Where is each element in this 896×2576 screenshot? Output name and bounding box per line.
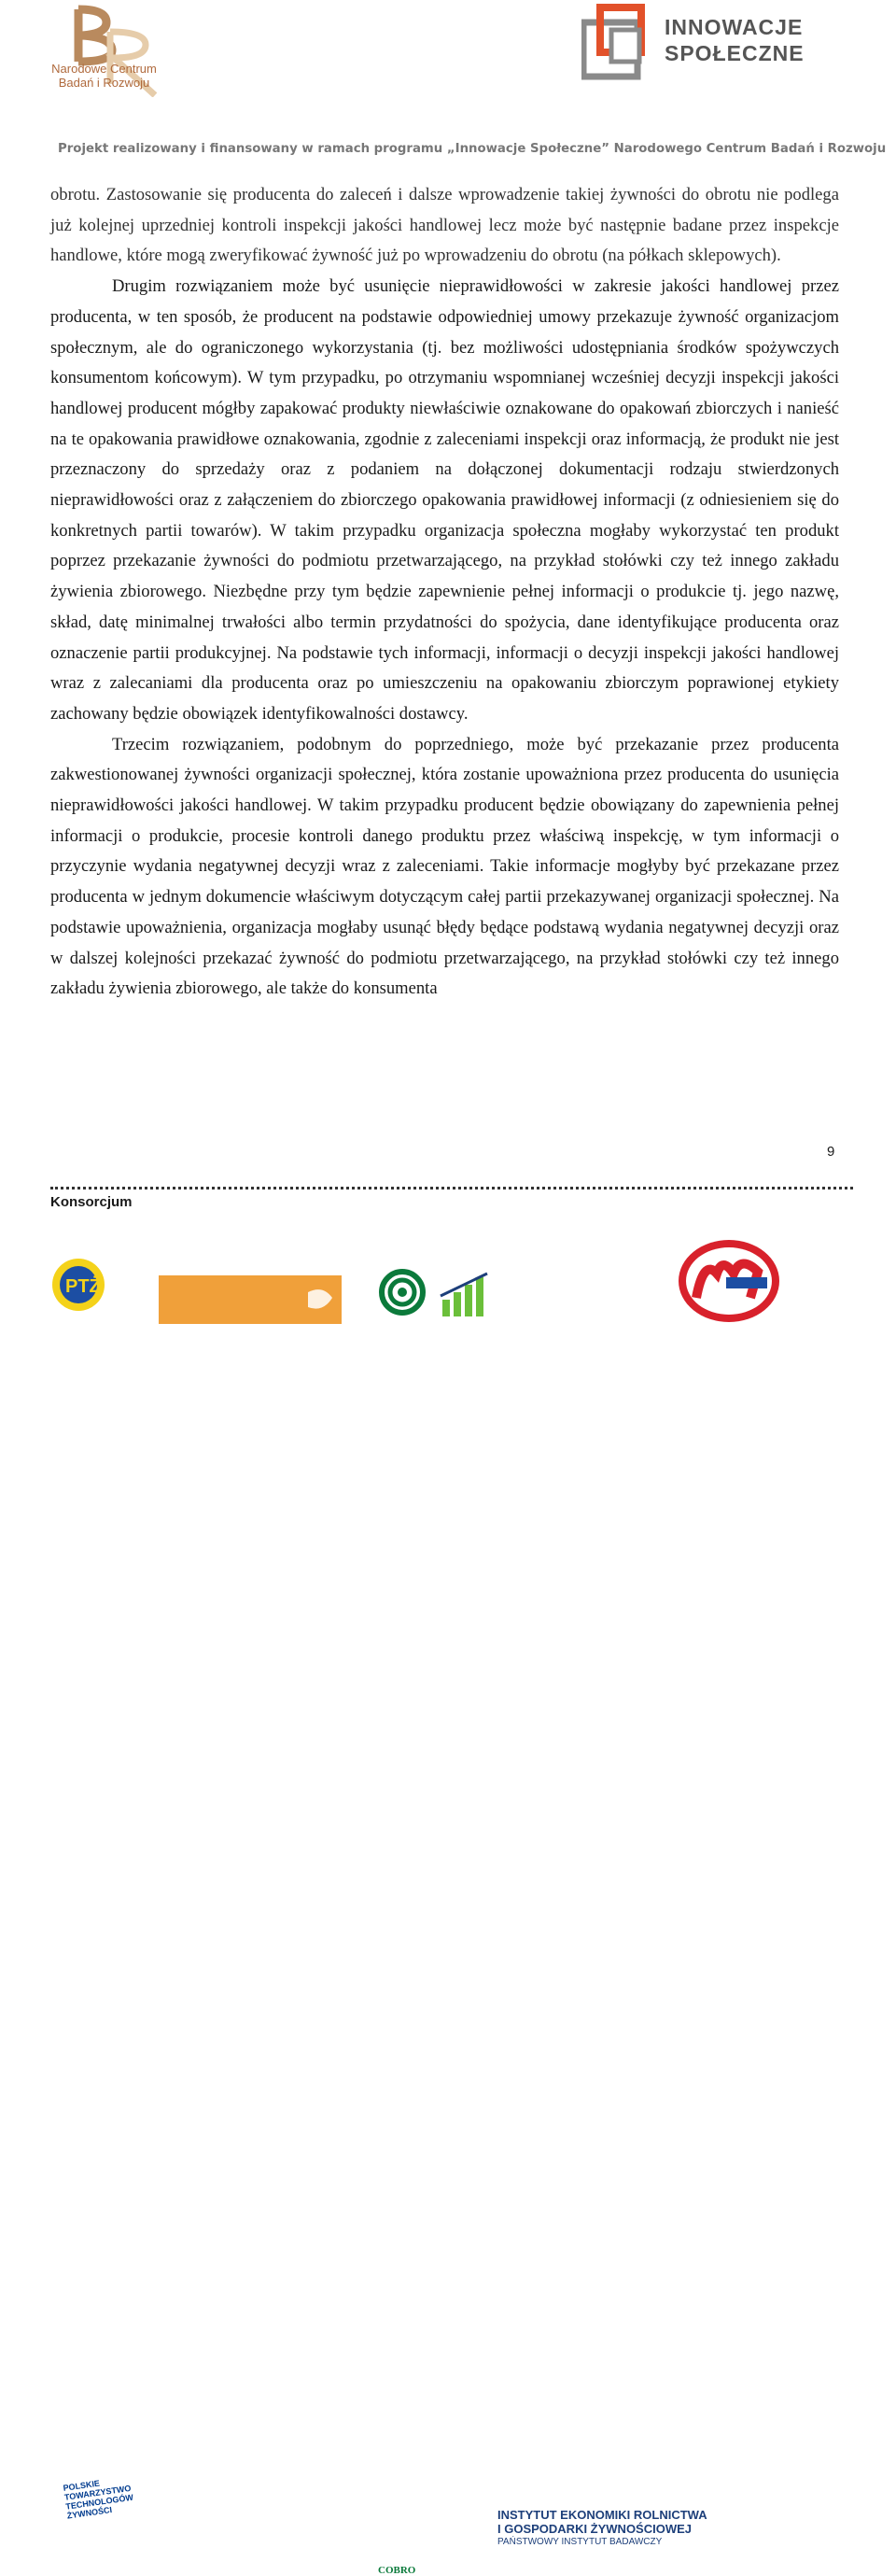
- ncbr-name: [50, 62, 158, 90]
- page-number: 9: [827, 1144, 835, 1160]
- cobro-name: COBRO: [378, 2565, 416, 2576]
- consortium-logos: [0, 1232, 896, 2576]
- paragraph-3: Trzecim rozwiązaniem, podobnym do poprzedniego, może być przekazanie przez producenta zakwestionowanej żywności organizacji społecznej, która zostanie upoważniona przez producenta do usunięcia nieprawidłowości jakości handlowej. W takim przypadku producent będzie obowiązany do zapewnienia pełnej informacji o produkcie, procesie kontroli danego produktu przez właściwą inspekcję, w tym informacji o przyczynie wydania negatywnej decyzji wraz z zaleceniami. Takie informacje mogłyby być przekazane przez producenta w jednym dokumencie właściwym dotyczącym całej partii przekazywanej organizacji społecznej. Na podstawie upoważnienia, organizacja mogłaby usunąć błędy będące podstawą wydania negatywnej decyzji oraz w dalszej kolejności przekazać żywność do podmiotu przetwarzającego, na przykład stołówki czy też innego zakładu żywienia zbiorowego, ale także do konsumenta: [50, 734, 839, 999]
- page-header: [0, 0, 896, 168]
- ncbr-name-line2: Badań i Rozwoju: [58, 76, 150, 90]
- ierigz-logo: [439, 1272, 495, 1318]
- paragraph-1: obrotu. Zastosowanie się producenta do zaleceń i dalsze wprowadzenie takiej żywności do obrotu nie podlega już kolejnej uprzedniej kontroli inspekcji jakości handlowej lecz może być następnie badane przez inspekcje handlowe, które mogą zweryfikować żywność już po wprowadzeniu do obrotu (na półkach sklepowych).: [50, 185, 839, 266]
- paragraph-2: Drugim rozwiązaniem może być usunięcie nieprawidłowości w zakresie jakości handlowej przez producenta, w ten sposób, że producent na podstawie odpowiedniej umowy przekazuje żywność organizacjom społecznym, ale do ograniczonego wykorzystania (tj. bez możliwości udostępniania środków spożywczych konsumentom końcowym). W tym przypadku, po otrzymaniu wspomnianej wcześniej decyzji inspekcji jakości handlowej producent mógłby zapakować produkty niewłaściwie oznakowane do opakowań zbiorczych i nanieść na te opakowania prawidłowe oznakowania, zgodnie z zaleceniami inspekcji oraz informacją, że produkt nie jest przeznaczony do sprzedaży oraz z podaniem na dołączonej dokumentacji rodzaju stwierdzonych nieprawidłowości oraz z załączeniem do zbiorczego opakowania prawidłowej informacji (z odniesieniem się do konkretnych partii towarów). W takim przypadku organizacja społeczna mogłaby wykorzystać ten produkt poprzez przekazanie żywności do podmiotu przetwarzającego, na przykład stołówki czy też innego zakładu żywienia zbiorowego. Niezbędne przy tym będzie zapewnienie pełnej informacji o produkcie tj. jego nazwę, skład, datę minimalnej trwałości albo termin przydatności do spożycia, dane identyfikujące producenta oraz oznaczenie partii produkcyjnej. Na podstawie tych informacji, informacji o decyzji inspekcji jakości handlowej wraz z zalecaniami dla producenta oraz po umieszczeniu na opakowaniu zbiorczym poprawionej etykiety zachowany będzie obowiązek identyfikowalności dostawcy.: [50, 276, 839, 724]
- svg-text:PTŻ: PTŻ: [65, 1276, 101, 1297]
- consortium-label: Konsorcjum: [50, 1194, 133, 1210]
- spoleczne-label: SPOŁECZNE: [665, 41, 805, 65]
- cobro-logo: [377, 1260, 427, 1331]
- ierigz-name-line2: I GOSPODARKI ŻYWNOŚCIOWEJ: [497, 2522, 693, 2536]
- ptt-name: POLSKIE TOWARZYSTWO TECHNOLOGÓW ŻYWNOŚCI: [63, 2478, 134, 2521]
- ncbr-name-line1: Narodowe Centrum: [51, 62, 157, 76]
- footer-divider: [50, 1187, 853, 1189]
- ptt-logo: [50, 1244, 161, 1330]
- banki-zywnosci-name: Banki Żywności: [163, 2518, 312, 2540]
- mlekovita-logo: [676, 1236, 782, 1326]
- project-funding-line: Projekt realizowany i finansowany w ramach programu „Innowacje Społeczne” Narodowego Centrum Badań i Rozwoju: [58, 142, 887, 156]
- innowacje-label: INNOWACJE: [665, 15, 804, 39]
- mlekovita-name: MLEKOVITA: [733, 2514, 785, 2523]
- ierigz-name-line3: PAŃSTWOWY INSTYTUT BADAWCZY: [497, 2537, 663, 2547]
- banki-zywnosci-logo: [159, 1275, 342, 1324]
- document-body: [50, 180, 839, 1005]
- ierigz-name-line1: INSTYTUT EKONOMIKI ROLNICTWA: [497, 2508, 707, 2522]
